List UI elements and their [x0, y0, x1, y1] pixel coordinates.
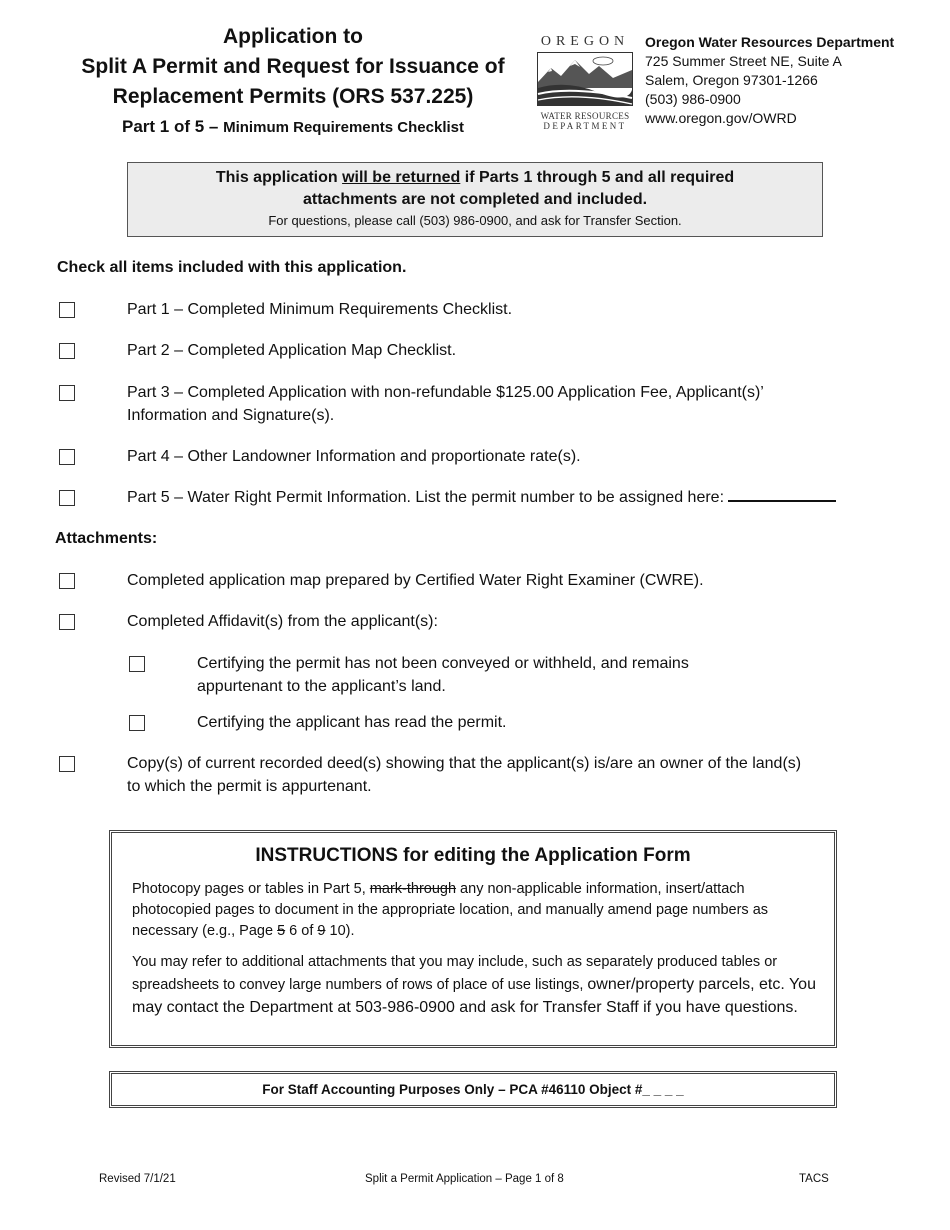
title-line-2: Split A Permit and Request for Issuance of	[81, 55, 505, 78]
checkbox-part-5[interactable]	[59, 490, 75, 506]
attachment-subitem-read-permit: Certifying the applicant has read the permit.	[197, 714, 507, 731]
checklist-item-part-4: Part 4 – Other Landowner Information and proportionate rate(s).	[127, 448, 581, 465]
checklist-item-part-1: Part 1 – Completed Minimum Requirements Checklist.	[127, 301, 513, 318]
checkbox-part-1[interactable]	[59, 302, 75, 318]
p1-b: any non-applicable information, insert/attach photocopied pages to document in the appropriate location, and manually amend page numbers as necessary (e.g., Page	[132, 881, 769, 939]
agency-phone: (503) 986-0900	[645, 91, 741, 107]
subtitle-desc: Minimum Requirements Checklist	[223, 119, 464, 136]
title-line-1: Application to	[223, 25, 363, 48]
p1-d: 10).	[325, 923, 355, 939]
agency-contact	[645, 33, 894, 128]
p1-strike3: 9	[317, 923, 326, 939]
attachments-heading: Attachments:	[55, 530, 158, 547]
footer-page-number: Split a Permit Application – Page 1 of 8	[365, 1173, 564, 1185]
instructions-heading: INSTRUCTIONS for editing the Application Form	[255, 845, 691, 866]
logo-word: OREGON	[540, 34, 630, 49]
part-5-text: Part 5 – Water Right Permit Information. List the permit number to be assigned here:	[127, 489, 729, 506]
p1-a: Photocopy pages or tables in Part 5,	[132, 881, 370, 897]
checkbox-deeds[interactable]	[59, 756, 75, 772]
checklist-item-part-2: Part 2 – Completed Application Map Checklist.	[127, 342, 457, 359]
checkbox-affidavit-not-conveyed[interactable]	[129, 656, 145, 672]
logo-sub1: WATER RESOURCES	[540, 111, 630, 121]
checklist-heading: Check all items included with this application.	[57, 259, 407, 276]
checklist-item-part-3: Part 3 – Completed Application with non-refundable $125.00 Application Fee, Applicant(s)’ Information and Signature(s).	[127, 384, 764, 424]
p1-strike2: 5	[277, 923, 286, 939]
notice-line-2: attachments are not completed and included.	[302, 191, 648, 208]
checkbox-part-3[interactable]	[59, 385, 75, 401]
owrd-logo	[537, 34, 633, 131]
attachment-item-deeds: Copy(s) of current recorded deed(s) showing that the applicant(s) is/are an owner of the land(s) to which the permit is appurtenant.	[127, 755, 802, 795]
checkbox-part-4[interactable]	[59, 449, 75, 465]
staff-accounting-box: For Staff Accounting Purposes Only – PCA #46110 Object #_ _ _ _	[109, 1071, 837, 1108]
form-title	[60, 22, 526, 141]
notice-pre: This application	[215, 169, 343, 186]
subtitle	[60, 114, 526, 141]
instructions-paragraph-1	[132, 879, 820, 942]
p2-a: You may refer to additional attachments that you may include, such as separately produced tables or spreadsheets to convey large numbers of rows of place of use listings,	[132, 954, 778, 993]
p2-b: owner/property parcels, etc. You may contact the Department at 503-986-0900 and ask for Transfer Staff if you have questions.	[132, 976, 816, 1016]
notice-line-3: For questions, please call (503) 986-0900, and ask for Transfer Section.	[268, 213, 682, 228]
logo-sub2: DEPARTMENT	[543, 121, 627, 131]
p1-c: 6 of	[285, 923, 318, 939]
notice-underlined: will be returned	[342, 169, 461, 186]
checkbox-affidavits[interactable]	[59, 614, 75, 630]
subtitle-part: Part 1 of 5 –	[122, 117, 219, 136]
instructions-paragraph-2	[132, 952, 820, 1019]
attachment-item-affidavits: Completed Affidavit(s) from the applicant(s):	[127, 613, 438, 630]
agency-name: Oregon Water Resources Department	[645, 34, 895, 50]
notice-line-1	[128, 167, 822, 189]
agency-website[interactable]: www.oregon.gov/OWRD	[645, 110, 797, 126]
footer-tacs: TACS	[799, 1173, 829, 1185]
attachment-item-map: Completed application map prepared by Certified Water Right Examiner (CWRE).	[127, 572, 704, 589]
mountain-landscape-icon	[537, 52, 633, 106]
instructions-box	[109, 830, 837, 1048]
agency-address-2: Salem, Oregon 97301-1266	[645, 72, 818, 88]
permit-number-blank[interactable]	[728, 486, 836, 502]
checkbox-part-2[interactable]	[59, 343, 75, 359]
attachment-subitem-not-conveyed: Certifying the permit has not been conveyed or withheld, and remains appurtenant to the applicant’s land.	[197, 655, 689, 695]
p1-strike: mark-through	[369, 881, 457, 897]
checklist-item-part-5	[127, 486, 927, 509]
checkbox-affidavit-read-permit[interactable]	[129, 715, 145, 731]
return-notice-box	[127, 162, 823, 237]
agency-address-1: 725 Summer Street NE, Suite A	[645, 53, 842, 69]
checkbox-cwre-map[interactable]	[59, 573, 75, 589]
title-line-3: Replacement Permits (ORS 537.225)	[112, 85, 474, 108]
footer-revised: Revised 7/1/21	[99, 1173, 176, 1185]
notice-post: if Parts 1 through 5 and all required	[460, 169, 735, 186]
